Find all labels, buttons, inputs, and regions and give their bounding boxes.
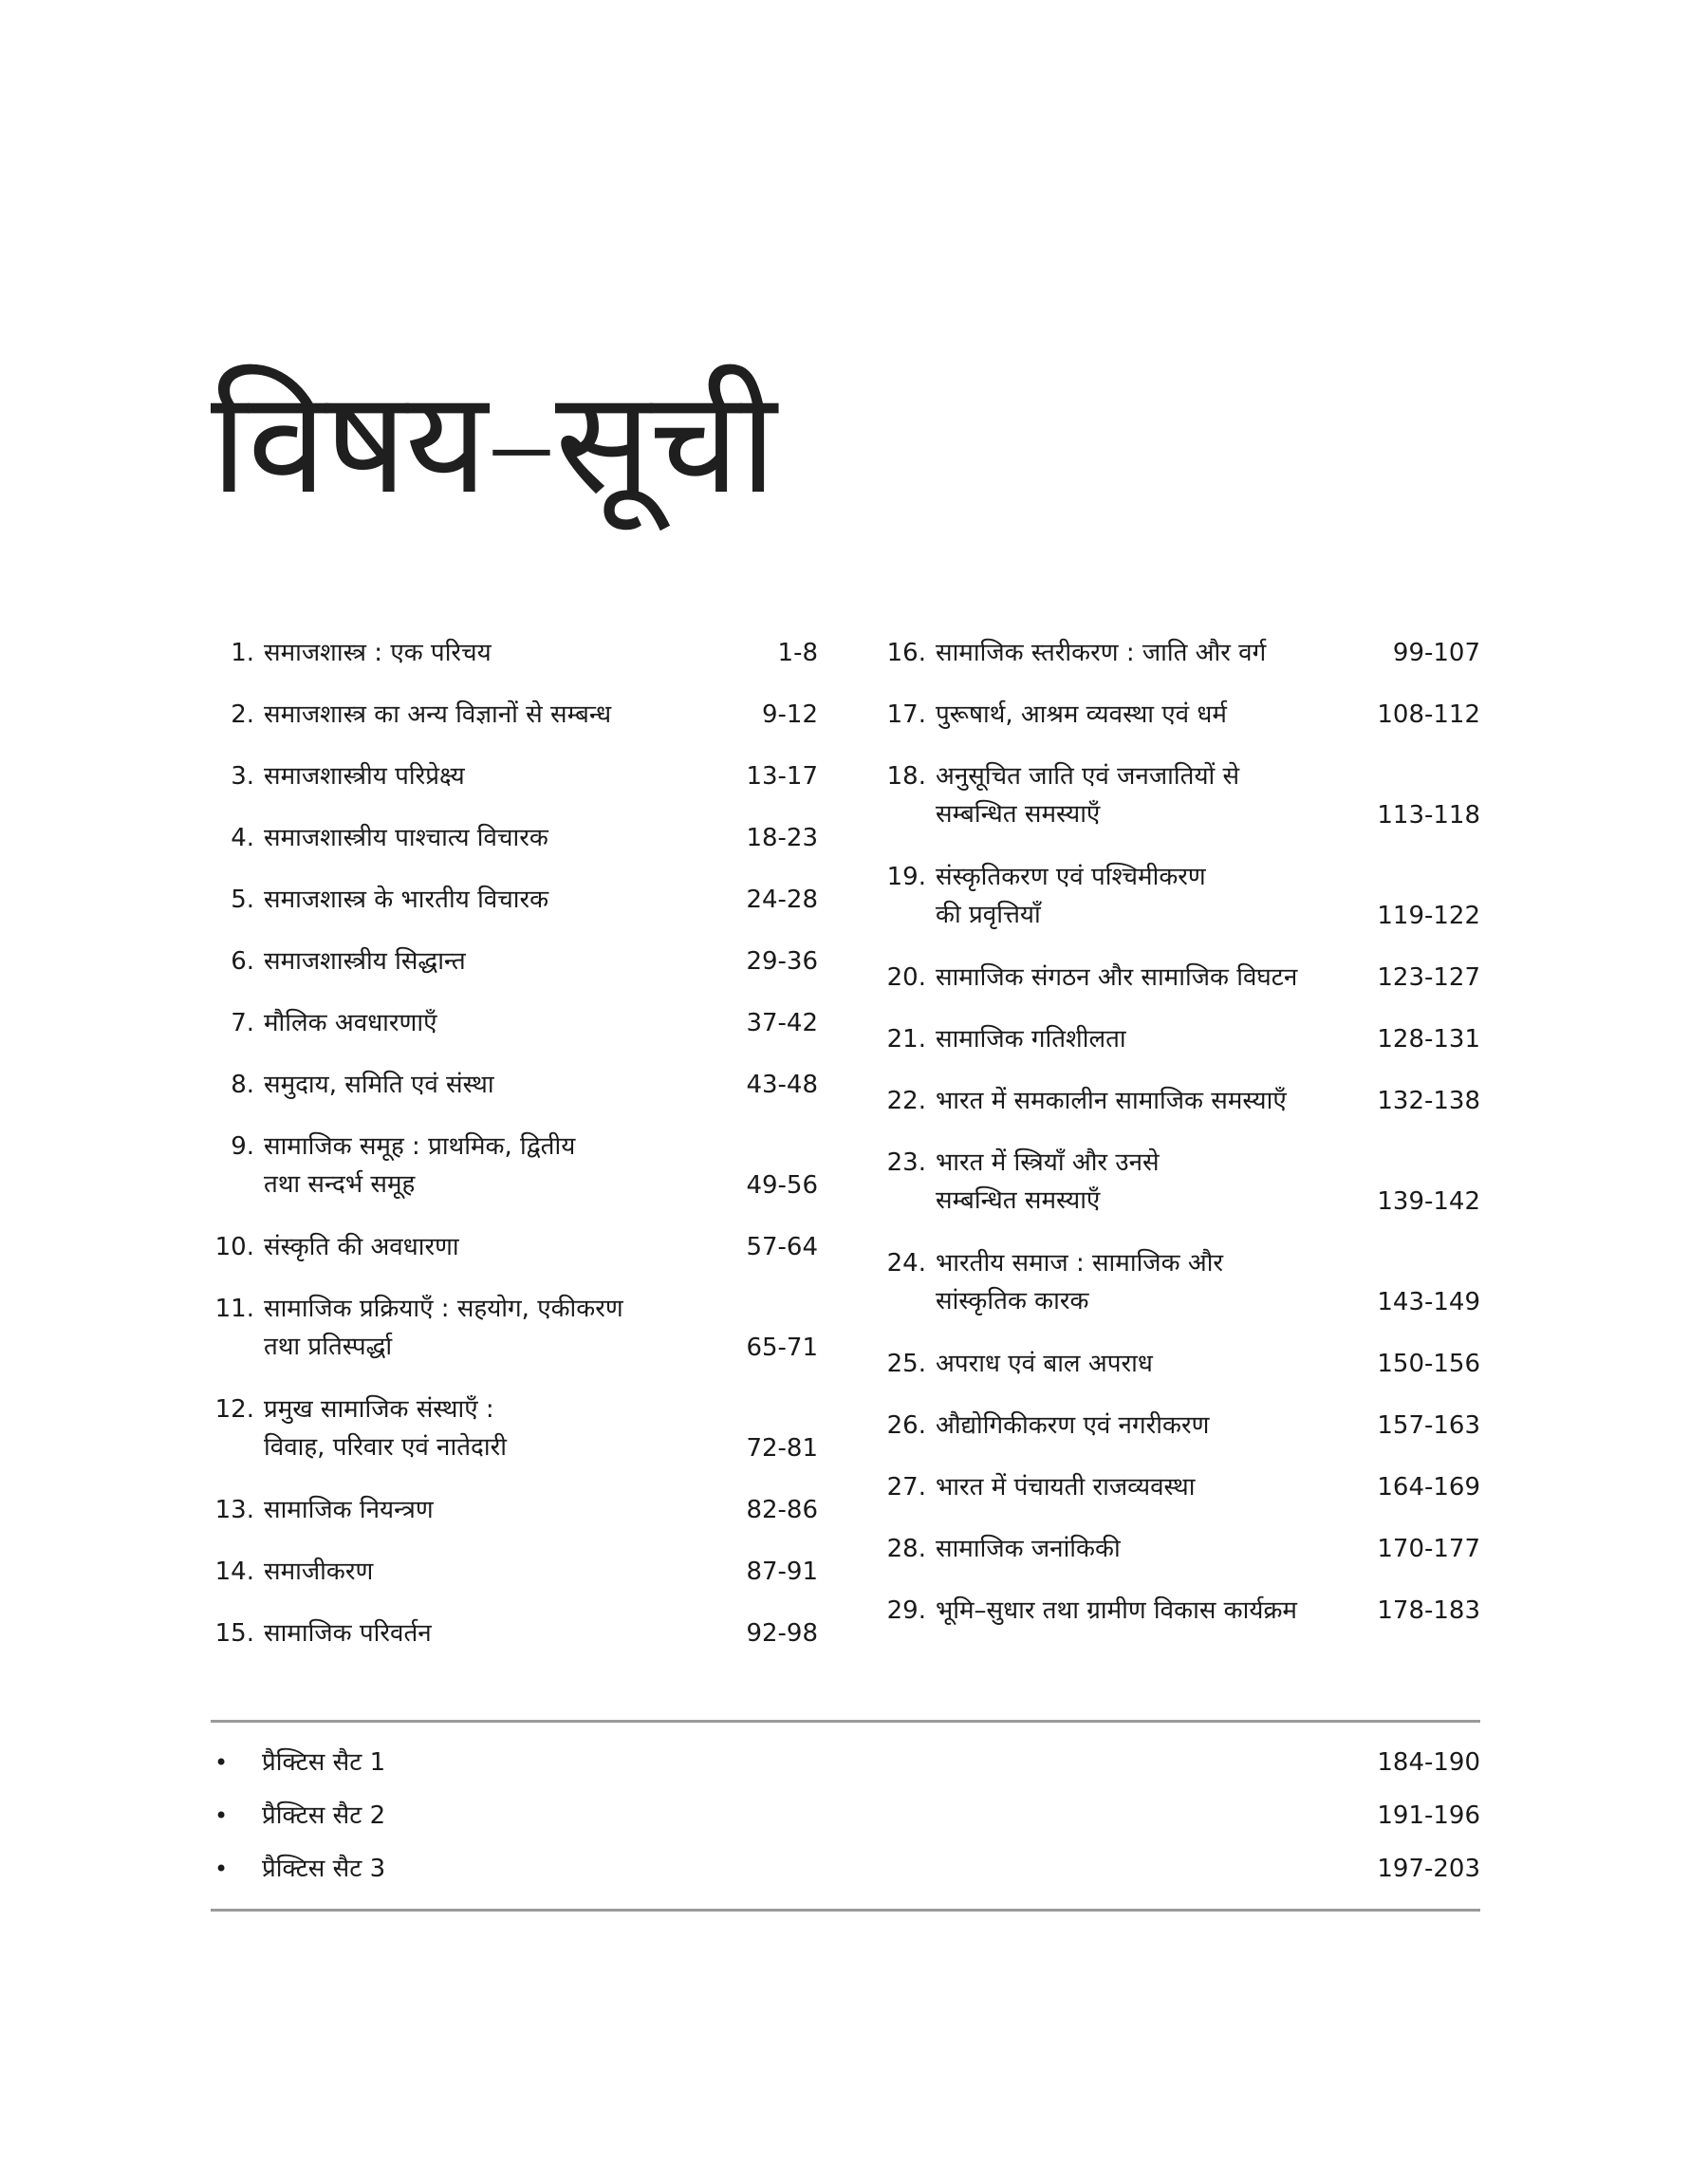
- chapter-number: 18.: [886, 762, 926, 791]
- chapter-title: समाजशास्त्रीय परिप्रेक्ष्य: [264, 762, 465, 791]
- chapter-title: भारत में स्त्रियाँ और उनसे सम्बन्धित समस्याएँ: [936, 1148, 1160, 1215]
- chapter-pages: 13-17: [746, 762, 818, 791]
- chapter-number: 10.: [214, 1233, 254, 1261]
- chapter-number: 8.: [231, 1071, 254, 1099]
- toc-entry: [211, 757, 818, 795]
- practice-set-pages: 197-203: [1377, 1855, 1480, 1883]
- chapter-number: 9.: [231, 1132, 254, 1161]
- chapter-title: भारत में पंचायती राजव्यवस्था: [936, 1473, 1196, 1502]
- chapter-number: 4.: [231, 824, 254, 852]
- chapter-title: सामाजिक गतिशीलता: [936, 1025, 1126, 1054]
- toc-entry: [882, 1468, 1480, 1506]
- chapter-pages: 1-8: [777, 639, 818, 667]
- toc-entry: [211, 1128, 818, 1204]
- toc-entry: [211, 881, 818, 919]
- chapter-pages: 37-42: [746, 1009, 818, 1037]
- chapter-pages: 18-23: [746, 824, 818, 852]
- practice-set-pages: 184-190: [1377, 1748, 1480, 1777]
- chapter-pages: 128-131: [1377, 1025, 1480, 1054]
- chapter-number: 3.: [231, 762, 254, 791]
- chapter-number: 14.: [214, 1558, 254, 1586]
- practice-set-row: [211, 1789, 1480, 1842]
- toc-entry: [211, 1390, 818, 1467]
- toc-entry: [211, 634, 818, 672]
- toc-entry: [882, 696, 1480, 734]
- chapter-number: 24.: [886, 1249, 926, 1278]
- chapter-number: 1.: [231, 639, 254, 667]
- chapter-pages: 108-112: [1377, 700, 1480, 729]
- chapter-pages: 139-142: [1377, 1187, 1480, 1216]
- toc-entry: [211, 942, 818, 980]
- chapter-title: औद्योगिकीकरण एवं नगरीकरण: [936, 1411, 1210, 1440]
- toc-right-column: [882, 634, 1480, 1653]
- chapter-pages: 29-36: [746, 947, 818, 976]
- practice-set-row: [211, 1842, 1480, 1895]
- chapter-number: 21.: [886, 1025, 926, 1054]
- chapter-title: सामाजिक प्रक्रियाएँ : सहयोग, एकीकरण तथा प्रतिस्पर्द्धा: [264, 1295, 623, 1361]
- toc-entry: [882, 959, 1480, 997]
- chapter-number: 22.: [886, 1087, 926, 1115]
- toc-entry: [211, 1228, 818, 1266]
- chapter-pages: 87-91: [746, 1558, 818, 1586]
- chapter-pages: 119-122: [1377, 902, 1480, 930]
- chapter-number: 29.: [886, 1596, 926, 1625]
- chapter-title: समाजशास्त्र के भारतीय विचारक: [264, 886, 549, 914]
- chapter-number: 5.: [231, 886, 254, 914]
- toc-entry: [882, 1244, 1480, 1321]
- toc-entry: [882, 634, 1480, 672]
- chapter-number: 26.: [886, 1411, 926, 1440]
- chapter-pages: 99-107: [1392, 639, 1480, 667]
- chapter-number: 19.: [886, 863, 926, 891]
- toc-entry: [882, 858, 1480, 935]
- toc-entry: [211, 1004, 818, 1042]
- chapter-pages: 57-64: [746, 1233, 818, 1261]
- chapter-title: सामाजिक समूह : प्राथमिक, द्वितीय तथा सन्दर्भ समूह: [264, 1132, 576, 1199]
- chapter-title: अपराध एवं बाल अपराध: [936, 1350, 1153, 1378]
- chapter-number: 7.: [231, 1009, 254, 1037]
- chapter-title: अनुसूचित जाति एवं जनजातियों से सम्बन्धित समस्याएँ: [936, 762, 1240, 829]
- chapter-title: पुरूषार्थ, आश्रम व्यवस्था एवं धर्म: [936, 700, 1227, 729]
- chapter-pages: 65-71: [746, 1334, 818, 1362]
- bullet-icon: •: [214, 1856, 229, 1882]
- chapter-pages: 82-86: [746, 1496, 818, 1524]
- toc-entry: [211, 1491, 818, 1529]
- chapter-pages: 123-127: [1377, 963, 1480, 992]
- chapter-number: 28.: [886, 1535, 926, 1563]
- chapter-pages: 164-169: [1377, 1473, 1480, 1502]
- chapter-title: भूमि–सुधार तथा ग्रामीण विकास कार्यक्रम: [936, 1596, 1297, 1625]
- bullet-icon: •: [214, 1802, 229, 1829]
- toc-entry: [882, 1082, 1480, 1120]
- chapter-number: 15.: [214, 1619, 254, 1648]
- chapter-pages: 132-138: [1377, 1087, 1480, 1115]
- chapter-number: 23.: [886, 1148, 926, 1177]
- page-title: विषय–सूची: [211, 361, 775, 526]
- chapter-pages: 72-81: [746, 1434, 818, 1463]
- chapter-title: संस्कृति की अवधारणा: [264, 1233, 459, 1261]
- chapter-number: 25.: [886, 1350, 926, 1378]
- chapter-title: मौलिक अवधारणाएँ: [264, 1009, 437, 1037]
- toc-left-column: [211, 634, 818, 1676]
- chapter-title: समाजशास्त्र : एक परिचय: [264, 639, 492, 667]
- toc-entry: [882, 1407, 1480, 1445]
- chapter-title: सामाजिक संगठन और सामाजिक विघटन: [936, 963, 1298, 992]
- toc-entry: [211, 1066, 818, 1104]
- chapter-pages: 143-149: [1377, 1288, 1480, 1316]
- chapter-title: संस्कृतिकरण एवं पश्चिमीकरण की प्रवृत्तियाँ: [936, 863, 1206, 929]
- bullet-icon: •: [214, 1749, 229, 1776]
- practice-set-row: [211, 1736, 1480, 1789]
- toc-entry: [211, 819, 818, 857]
- chapter-number: 27.: [886, 1473, 926, 1502]
- chapter-number: 13.: [214, 1496, 254, 1524]
- chapter-title: सामाजिक नियन्त्रण: [264, 1496, 434, 1524]
- chapter-pages: 9-12: [761, 700, 818, 729]
- chapter-number: 16.: [886, 639, 926, 667]
- practice-set-label: प्रैक्टिस सैट 1: [262, 1748, 386, 1777]
- chapter-number: 12.: [214, 1395, 254, 1424]
- chapter-title: समाजीकरण: [264, 1558, 374, 1586]
- toc-entry: [211, 1614, 818, 1652]
- chapter-number: 6.: [231, 947, 254, 976]
- chapter-pages: 113-118: [1377, 801, 1480, 830]
- chapter-number: 20.: [886, 963, 926, 992]
- toc-entry: [882, 757, 1480, 834]
- chapter-number: 2.: [231, 700, 254, 729]
- chapter-pages: 92-98: [746, 1619, 818, 1648]
- toc-entry: [882, 1345, 1480, 1383]
- chapter-pages: 157-163: [1377, 1411, 1480, 1440]
- toc-entry: [211, 1290, 818, 1367]
- chapter-pages: 170-177: [1377, 1535, 1480, 1563]
- toc-entry: [882, 1530, 1480, 1568]
- chapter-title: समाजशास्त्र का अन्य विज्ञानों से सम्बन्ध: [264, 700, 612, 729]
- chapter-title: सामाजिक स्तरीकरण : जाति और वर्ग: [936, 639, 1267, 667]
- chapter-title: समुदाय, समिति एवं संस्था: [264, 1071, 494, 1099]
- chapter-title: भारतीय समाज : सामाजिक और सांस्कृतिक कारक: [936, 1249, 1224, 1315]
- chapter-number: 11.: [214, 1295, 254, 1323]
- toc-entry: [882, 1592, 1480, 1630]
- practice-set-pages: 191-196: [1377, 1801, 1480, 1830]
- toc-entry: [211, 696, 818, 734]
- chapter-title: समाजशास्त्रीय पाश्चात्य विचारक: [264, 824, 548, 852]
- practice-set-label: प्रैक्टिस सैट 3: [262, 1855, 386, 1883]
- chapter-title: समाजशास्त्रीय सिद्धान्त: [264, 947, 466, 976]
- chapter-title: सामाजिक परिवर्तन: [264, 1619, 432, 1648]
- chapter-pages: 49-56: [746, 1171, 818, 1200]
- practice-sets-list: [211, 1720, 1480, 1912]
- chapter-pages: 150-156: [1377, 1350, 1480, 1378]
- chapter-title: भारत में समकालीन सामाजिक समस्याएँ: [936, 1087, 1287, 1115]
- chapter-pages: 24-28: [746, 886, 818, 914]
- practice-set-label: प्रैक्टिस सैट 2: [262, 1801, 386, 1830]
- chapter-pages: 43-48: [746, 1071, 818, 1099]
- chapter-title: प्रमुख सामाजिक संस्थाएँ : विवाह, परिवार एवं नातेदारी: [264, 1395, 507, 1462]
- chapter-title: सामाजिक जनांकिकी: [936, 1535, 1121, 1563]
- toc-entry: [882, 1144, 1480, 1221]
- chapter-number: 17.: [886, 700, 926, 729]
- toc-entry: [882, 1020, 1480, 1058]
- chapter-pages: 178-183: [1377, 1596, 1480, 1625]
- toc-entry: [211, 1553, 818, 1591]
